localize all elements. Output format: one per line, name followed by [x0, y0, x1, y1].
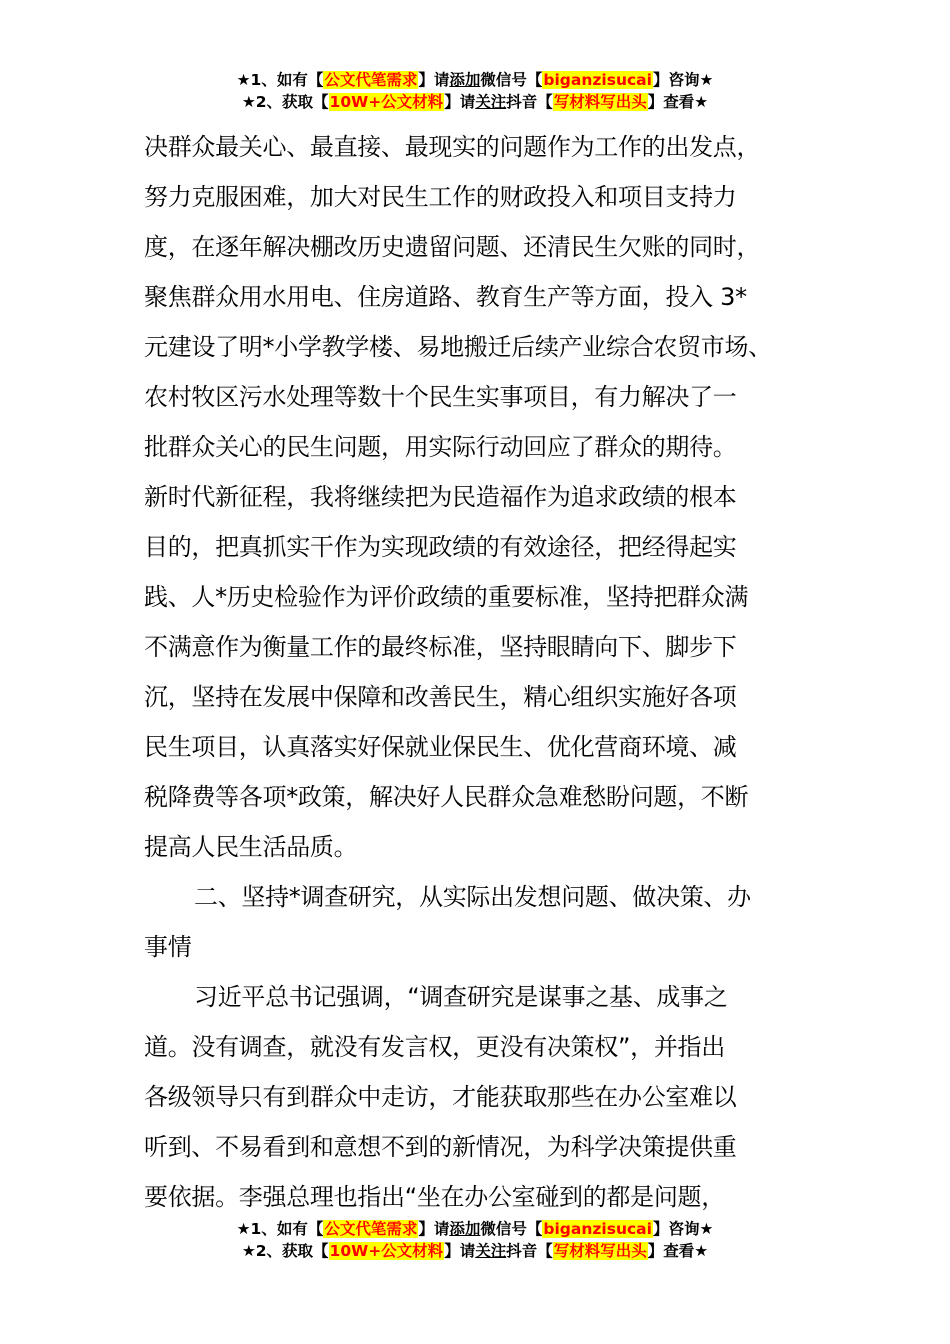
text-line: 不满意作为衡量工作的最终标准，坚持眼睛向下、脚步下 [144, 633, 737, 661]
text-line: 提高人民生活品质。 [144, 833, 358, 861]
text-line: 习近平总书记强调，“调查研究是谋事之基、成事之 [194, 983, 728, 1011]
text-line: 农村牧区污水处理等数十个民生实事项目，有力解决了一 [144, 383, 737, 411]
banner-line-2: ★2、获取【10W+公文材料】请关注抖音【写材料写出头】查看★ [241, 1242, 709, 1260]
banner-line-1: ★1、如有【公文代笔需求】请添加微信号【biganzisucai】咨询★ [236, 71, 714, 89]
text-line: 批群众关心的民生问题，用实际行动回应了群众的期待。 [144, 433, 737, 461]
banner-line-2: ★2、获取【10W+公文材料】请关注抖音【写材料写出头】查看★ [241, 93, 709, 111]
text-line: 努力克服困难，加大对民生工作的财政投入和项目支持力 [144, 183, 737, 211]
text-line: 事情 [144, 933, 192, 961]
text-line: 元建设了明*小学教学楼、易地搬迁后续产业综合农贸市场、 [144, 333, 772, 361]
text-line: 听到、不易看到和意想不到的新情况，为科学决策提供重 [144, 1133, 737, 1161]
highlight-text: 10W+公文材料 [329, 1242, 444, 1260]
text-line: 税降费等各项*政策，解决好人民群众急难愁盼问题，不断 [144, 783, 749, 811]
highlight-text: biganzisucai [543, 71, 652, 89]
banner-top [0, 69, 950, 113]
text-line: 各级领导只有到群众中走访，才能获取那些在办公室难以 [144, 1083, 737, 1111]
banner-bottom [0, 1218, 950, 1262]
text-line: 二、坚持*调查研究，从实际出发想问题、做决策、办 [194, 883, 751, 911]
text-line: 民生项目，认真落实好保就业保民生、优化营商环境、减 [144, 733, 737, 761]
highlight-text: 写材料写出头 [553, 93, 647, 111]
highlight-text: 写材料写出头 [553, 1242, 647, 1260]
text-line: 度，在逐年解决棚改历史遗留问题、还清民生欠账的同时， [144, 233, 761, 261]
text-line: 沉，坚持在发展中保障和改善民生，精心组织实施好各项 [144, 683, 737, 711]
text-line: 目的，把真抓实干作为实现政绩的有效途径，把经得起实 [144, 533, 737, 561]
text-line: 聚焦群众用水用电、住房道路、教育生产等方面，投入 3* [144, 283, 747, 311]
text-line: 要依据。李强总理也指出“坐在办公室碰到的都是问题， [144, 1183, 725, 1211]
banner-line-1: ★1、如有【公文代笔需求】请添加微信号【biganzisucai】咨询★ [236, 1220, 714, 1238]
text-line: 道。没有调查，就没有发言权，更没有决策权”，并指出 [144, 1033, 725, 1061]
highlight-text: 10W+公文材料 [329, 93, 444, 111]
text-line: 新时代新征程，我将继续把为民造福作为追求政绩的根本 [144, 483, 737, 511]
highlight-text: 公文代笔需求 [324, 71, 418, 89]
document-body [144, 122, 814, 1222]
highlight-text: 公文代笔需求 [324, 1220, 418, 1238]
text-line: 践、人*历史检验作为评价政绩的重要标准，坚持把群众满 [144, 583, 749, 611]
highlight-text: biganzisucai [543, 1220, 652, 1238]
text-line: 决群众最关心、最直接、最现实的问题作为工作的出发点， [144, 133, 761, 161]
